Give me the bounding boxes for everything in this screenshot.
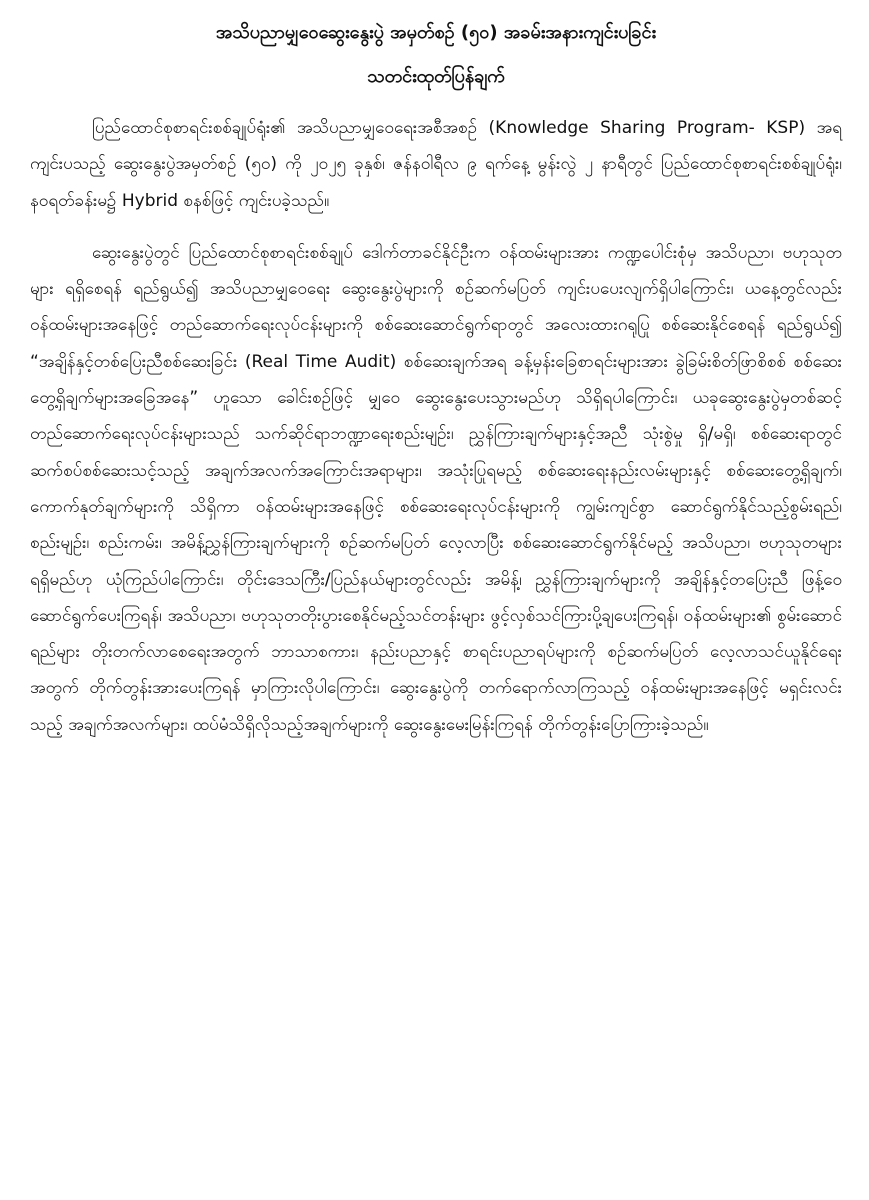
paragraph-1: ပြည်ထောင်စုစာရင်းစစ်ချုပ်ရုံး၏ အသိပညာမျှဝေရေးအစီအစဉ် (Knowledge Sharing Program- KSP) အရ ကျင်းပသည့် ဆွေးနွေးပွဲအမှတ်စဉ် (၅၀) ကို ၂၀၂၅ ခုနှစ်၊ ဇန်နဝါရီလ ၉ ရက်နေ့ မွန်းလွဲ ၂ နာရီတွင် ပြည်ထောင်စုစာရင်းစစ်ချုပ်ရုံး၊ နဝရတ်ခန်းမ၌ Hybrid စနစ်ဖြင့် ကျင်းပခဲ့သည်။ <box>30 118 842 211</box>
paragraph-2: ဆွေးနွေးပွဲတွင် ပြည်ထောင်စုစာရင်းစစ်ချုပ် ဒေါက်တာခင်နိုင်ဦးက ဝန်ထမ်းများအား ကဏ္ဍပေါင်းစုံမှ အသိပညာ၊ ဗဟုသုတများ ရရှိစေရန် ရည်ရွယ်၍ အသိပညာမျှဝေရေး ဆွေးနွေးပွဲများကို စဉ်ဆက်မပြတ် ကျင်းပပေးလျက်ရှိပါကြောင်း၊ ယနေ့တွင်လည်း ဝန်ထမ်းများအနေဖြင့် တည်ဆောက်ရေးလုပ်ငန်းများကို စစ်ဆေးဆောင်ရွက်ရာတွင် အလေးထားဂရုပြု စစ်ဆေးနိုင်စေရန် ရည်ရွယ်၍ “အချိန်နှင့်တစ်ပြေးညီစစ်ဆေးခြင်း (Real Time Audit) စစ်ဆေးချက်အရ ခန့်မှန်းခြေစာရင်းများအား ခွဲခြမ်းစိတ်ဖြာစိစစ် စစ်ဆေးတွေ့ရှိချက်များအခြေအနေ” ဟူသော ခေါင်းစဉ်ဖြင့် မျှဝေ ဆွေးနွေးပေးသွားမည်ဟု သိရှိရပါကြောင်း၊ ယခုဆွေးနွေးပွဲမှတစ်ဆင့် တည်ဆောက်ရေးလုပ်ငန်းများသည် သက်ဆိုင်ရာဘဏ္ဍာရေးစည်းမျဉ်း၊ ညွှန်ကြားချက်များနှင့်အညီ သုံးစွဲမှု ရှိ/မရှိ၊ စစ်ဆေးရာတွင် ဆက်စပ်စစ်ဆေးသင့်သည့် အချက်အလက်အကြောင်းအရာများ၊ အသုံးပြုရမည့် စစ်ဆေးရေးနည်းလမ်းများနှင့် စစ်ဆေးတွေ့ရှိချက်၊ ကောက်နုတ်ချက်များကို သိရှိကာ ဝန်ထမ်းများအနေဖြင့် စစ်ဆေးရေးလုပ်ငန်းများကို ကျွမ်းကျင်စွာ ဆောင်ရွက်နိုင်သည့်စွမ်းရည်၊ စည်းမျဉ်း၊ စည်းကမ်း၊ အမိန့်ညွှန်ကြားချက်များကို စဉ်ဆက်မပြတ် လေ့လာပြီး စစ်ဆေးဆောင်ရွက်နိုင်မည့် အသိပညာ၊ ဗဟုသုတများ ရရှိမည်ဟု ယုံကြည်ပါကြောင်း၊ တိုင်းဒေသကြီး/ပြည်နယ်များတွင်လည်း အမိန့်၊ ညွှန်ကြားချက်များကို အချိန်နှင့်တပြေးညီ ဖြန့်ဝေဆောင်ရွက်ပေးကြရန်၊ အသိပညာ၊ ဗဟုသုတတိုးပွားစေနိုင်မည့်သင်တန်းများ ဖွင့်လှစ်သင်ကြားပို့ချပေးကြရန်၊ ဝန်ထမ်းများ၏ စွမ်းဆောင်ရည်များ တိုးတက်လာစေရေးအတွက် ဘာသာစကား၊ နည်းပညာနှင့် စာရင်းပညာရပ်များကို စဉ်ဆက်မပြတ် လေ့လာသင်ယူနိုင်ရေးအတွက် တိုက်တွန်းအားပေးကြရန် မှာကြားလိုပါကြောင်း၊ ဆွေးနွေးပွဲကို တက်ရောက်လာကြသည့် ဝန်ထမ်းများအနေဖြင့် မရှင်းလင်းသည့် အချက်အလက်များ၊ ထပ်မံသိရှိလိုသည့်အချက်များကို ဆွေးနွေးမေးမြန်းကြရန် တိုက်တွန်းပြောကြားခဲ့သည်။ <box>30 242 842 735</box>
document-title: အသိပညာမျှဝေဆွေးနွေးပွဲ အမှတ်စဉ် (၅၀) အခမ်းအနားကျင်းပခြင်း <box>215 22 657 43</box>
document-subtitle: သတင်းထုတ်ပြန်ချက် <box>367 66 505 87</box>
